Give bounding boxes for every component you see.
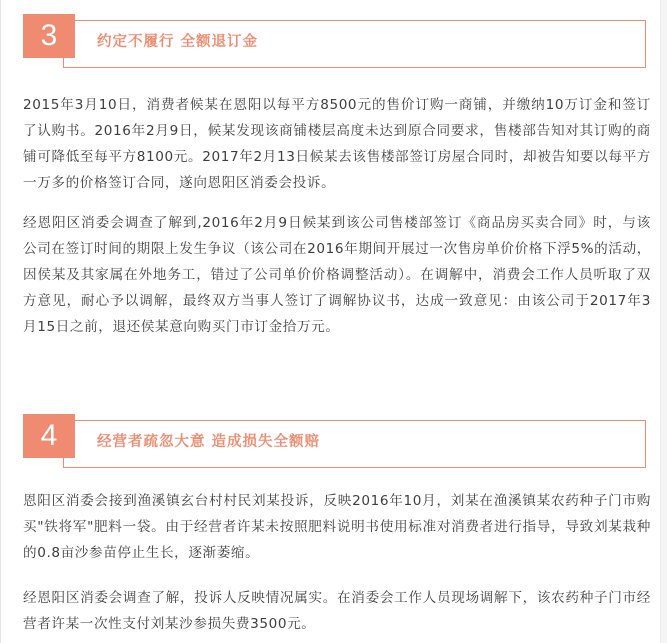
section-title: 经营者疏忽大意 造成损失全额赔 bbox=[97, 434, 321, 450]
paragraph: 2015年3月10日，消费者候某在恩阳以每平方8500元的售价订购一商铺，并缴纳10万订金和签订了认购书。2016年2月9日，候某发现该商铺楼层高度未达到原合同要求，售楼部告知对其订购的商铺可降低至每平方8100元。2017年2月13日候某去该售楼部签订房屋合同时，却被告知要以每平方一万多的价格签订合同，遂向恩阳区消委会投诉。 bbox=[23, 97, 651, 191]
paragraph: 恩阳区消委会接到渔溪镇玄台村村民刘某投诉，反映2016年10月，刘某在渔溪镇某农药种子门市购买"铁将军"肥料一袋。由于经营者许某未按照肥料说明书使用标准对消费者进行指导，导致刘某栽种的0.8亩沙参苗停止生长，逐渐萎缩。 bbox=[23, 493, 651, 561]
section-title: 约定不履行 全额退订金 bbox=[97, 34, 259, 50]
section-header-3 bbox=[23, 14, 649, 62]
paragraph: 经恩阳区消委会调查了解到,2016年2月9日候某到该公司售楼部签订《商品房买卖合同》时，与该公司在签订时间的期限上发生争议（该公司在2016年期间开展过一次售房单价价格下浮5%的活动，因侯某及其家属在外地务工，错过了公司单价价格调整活动）。在调解中，消费会工作人员听取了双方意见，耐心予以调解，最终双方当事人签订了调解协议书，达成一致意见：由该公司于2017年3月15日之前，退还侯某意向购买门市订金拾万元。 bbox=[23, 215, 651, 335]
scrollbar[interactable] bbox=[660, 0, 667, 643]
paragraph: 经恩阳区消委会调查了解，投诉人反映情况属实。在消委会工作人员现场调解下，该农药种子门市经营者许某一次性支付刘某沙参损失费3500元。 bbox=[23, 590, 651, 632]
section-number-badge: 4 bbox=[23, 414, 75, 458]
section-number-badge: 3 bbox=[23, 14, 75, 58]
section-header-4 bbox=[23, 414, 649, 462]
